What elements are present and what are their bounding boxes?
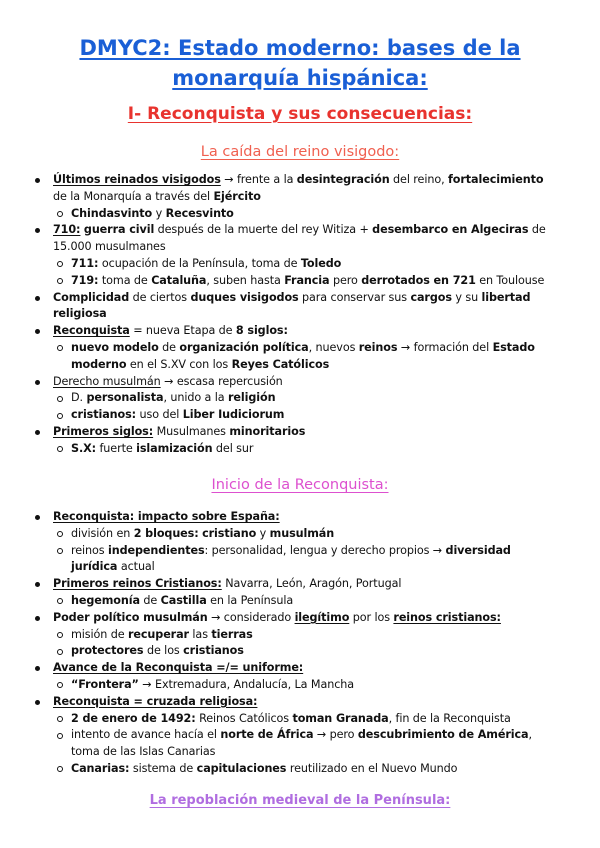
list-subitem: intento de avance hacía el norte de África → pero descubrimiento de América, toma de las Islas Canarias bbox=[0, 727, 600, 761]
list-subitem: cristianos: uso del Liber Iudiciorum bbox=[0, 407, 600, 424]
list-subitem: 711: ocupación de la Península, toma de Toledo bbox=[0, 256, 600, 273]
list-subitem: “Frontera” → Extremadura, Andalucía, La Mancha bbox=[0, 677, 600, 694]
subheading-inicio-reconquista: Inicio de la Reconquista: bbox=[211, 477, 389, 493]
list-item: Derecho musulmán → escasa repercusión bbox=[0, 374, 600, 391]
list-subitem: Chindasvinto y Recesvinto bbox=[0, 206, 600, 223]
list-item: Reconquista: impacto sobre España: bbox=[0, 509, 600, 526]
bullet-list-reconquista bbox=[0, 509, 600, 778]
list-item: Últimos reinados visigodos → frente a la desintegración del reino, fortalecimiento de la Monarquía a través del Ejército bbox=[0, 172, 600, 206]
list-item: Primeros siglos: Musulmanes minoritarios bbox=[0, 424, 600, 441]
list-subitem: 719: toma de Cataluña, suben hasta Francia pero derrotados en 721 en Toulouse bbox=[0, 273, 600, 290]
list-item: Complicidad de ciertos duques visigodos para conservar sus cargos y su libertad religiosa bbox=[0, 290, 600, 324]
list-subitem: D. personalista, unido a la religión bbox=[0, 390, 600, 407]
bullet-list-visigodo bbox=[0, 172, 600, 458]
subheading-repoblacion: La repoblación medieval de la Península: bbox=[149, 793, 451, 808]
list-subitem: nuevo modelo de organización política, nuevos reinos → formación del Estado moderno en el S.XV con los Reyes Católicos bbox=[0, 340, 600, 374]
subheading-caida-reino-visigodo: La caída del reino visigodo: bbox=[200, 144, 400, 160]
list-subitem: protectores de los cristianos bbox=[0, 643, 600, 660]
list-item: Avance de la Reconquista =/= uniforme: bbox=[0, 660, 600, 677]
list-item: Reconquista = nueva Etapa de 8 siglos: bbox=[0, 323, 600, 340]
section-heading-reconquista: I- Reconquista y sus consecuencias: bbox=[127, 104, 473, 124]
list-subitem: S.X: fuerte islamización del sur bbox=[0, 441, 600, 458]
list-subitem: misión de recuperar las tierras bbox=[0, 627, 600, 644]
list-subitem: reinos independientes: personalidad, lengua y derecho propios → diversidad jurídica actual bbox=[0, 543, 600, 577]
list-item: Primeros reinos Cristianos: Navarra, León, Aragón, Portugal bbox=[0, 576, 600, 593]
list-subitem: 2 de enero de 1492: Reinos Católicos toman Granada, fin de la Reconquista bbox=[0, 711, 600, 728]
document-title: DMYC2: Estado moderno: bases de la monarquía hispánica: bbox=[79, 36, 521, 90]
list-subitem: hegemonía de Castilla en la Península bbox=[0, 593, 600, 610]
list-item: 710: guerra civil después de la muerte del rey Witiza + desembarco en Algeciras de 15.000 musulmanes bbox=[0, 222, 600, 256]
list-subitem: división en 2 bloques: cristiano y musulmán bbox=[0, 526, 600, 543]
list-item: Reconquista = cruzada religiosa: bbox=[0, 694, 600, 711]
list-subitem: Canarias: sistema de capitulaciones reutilizado en el Nuevo Mundo bbox=[0, 761, 600, 778]
list-item: Poder político musulmán → considerado ilegítimo por los reinos cristianos: bbox=[0, 610, 600, 627]
